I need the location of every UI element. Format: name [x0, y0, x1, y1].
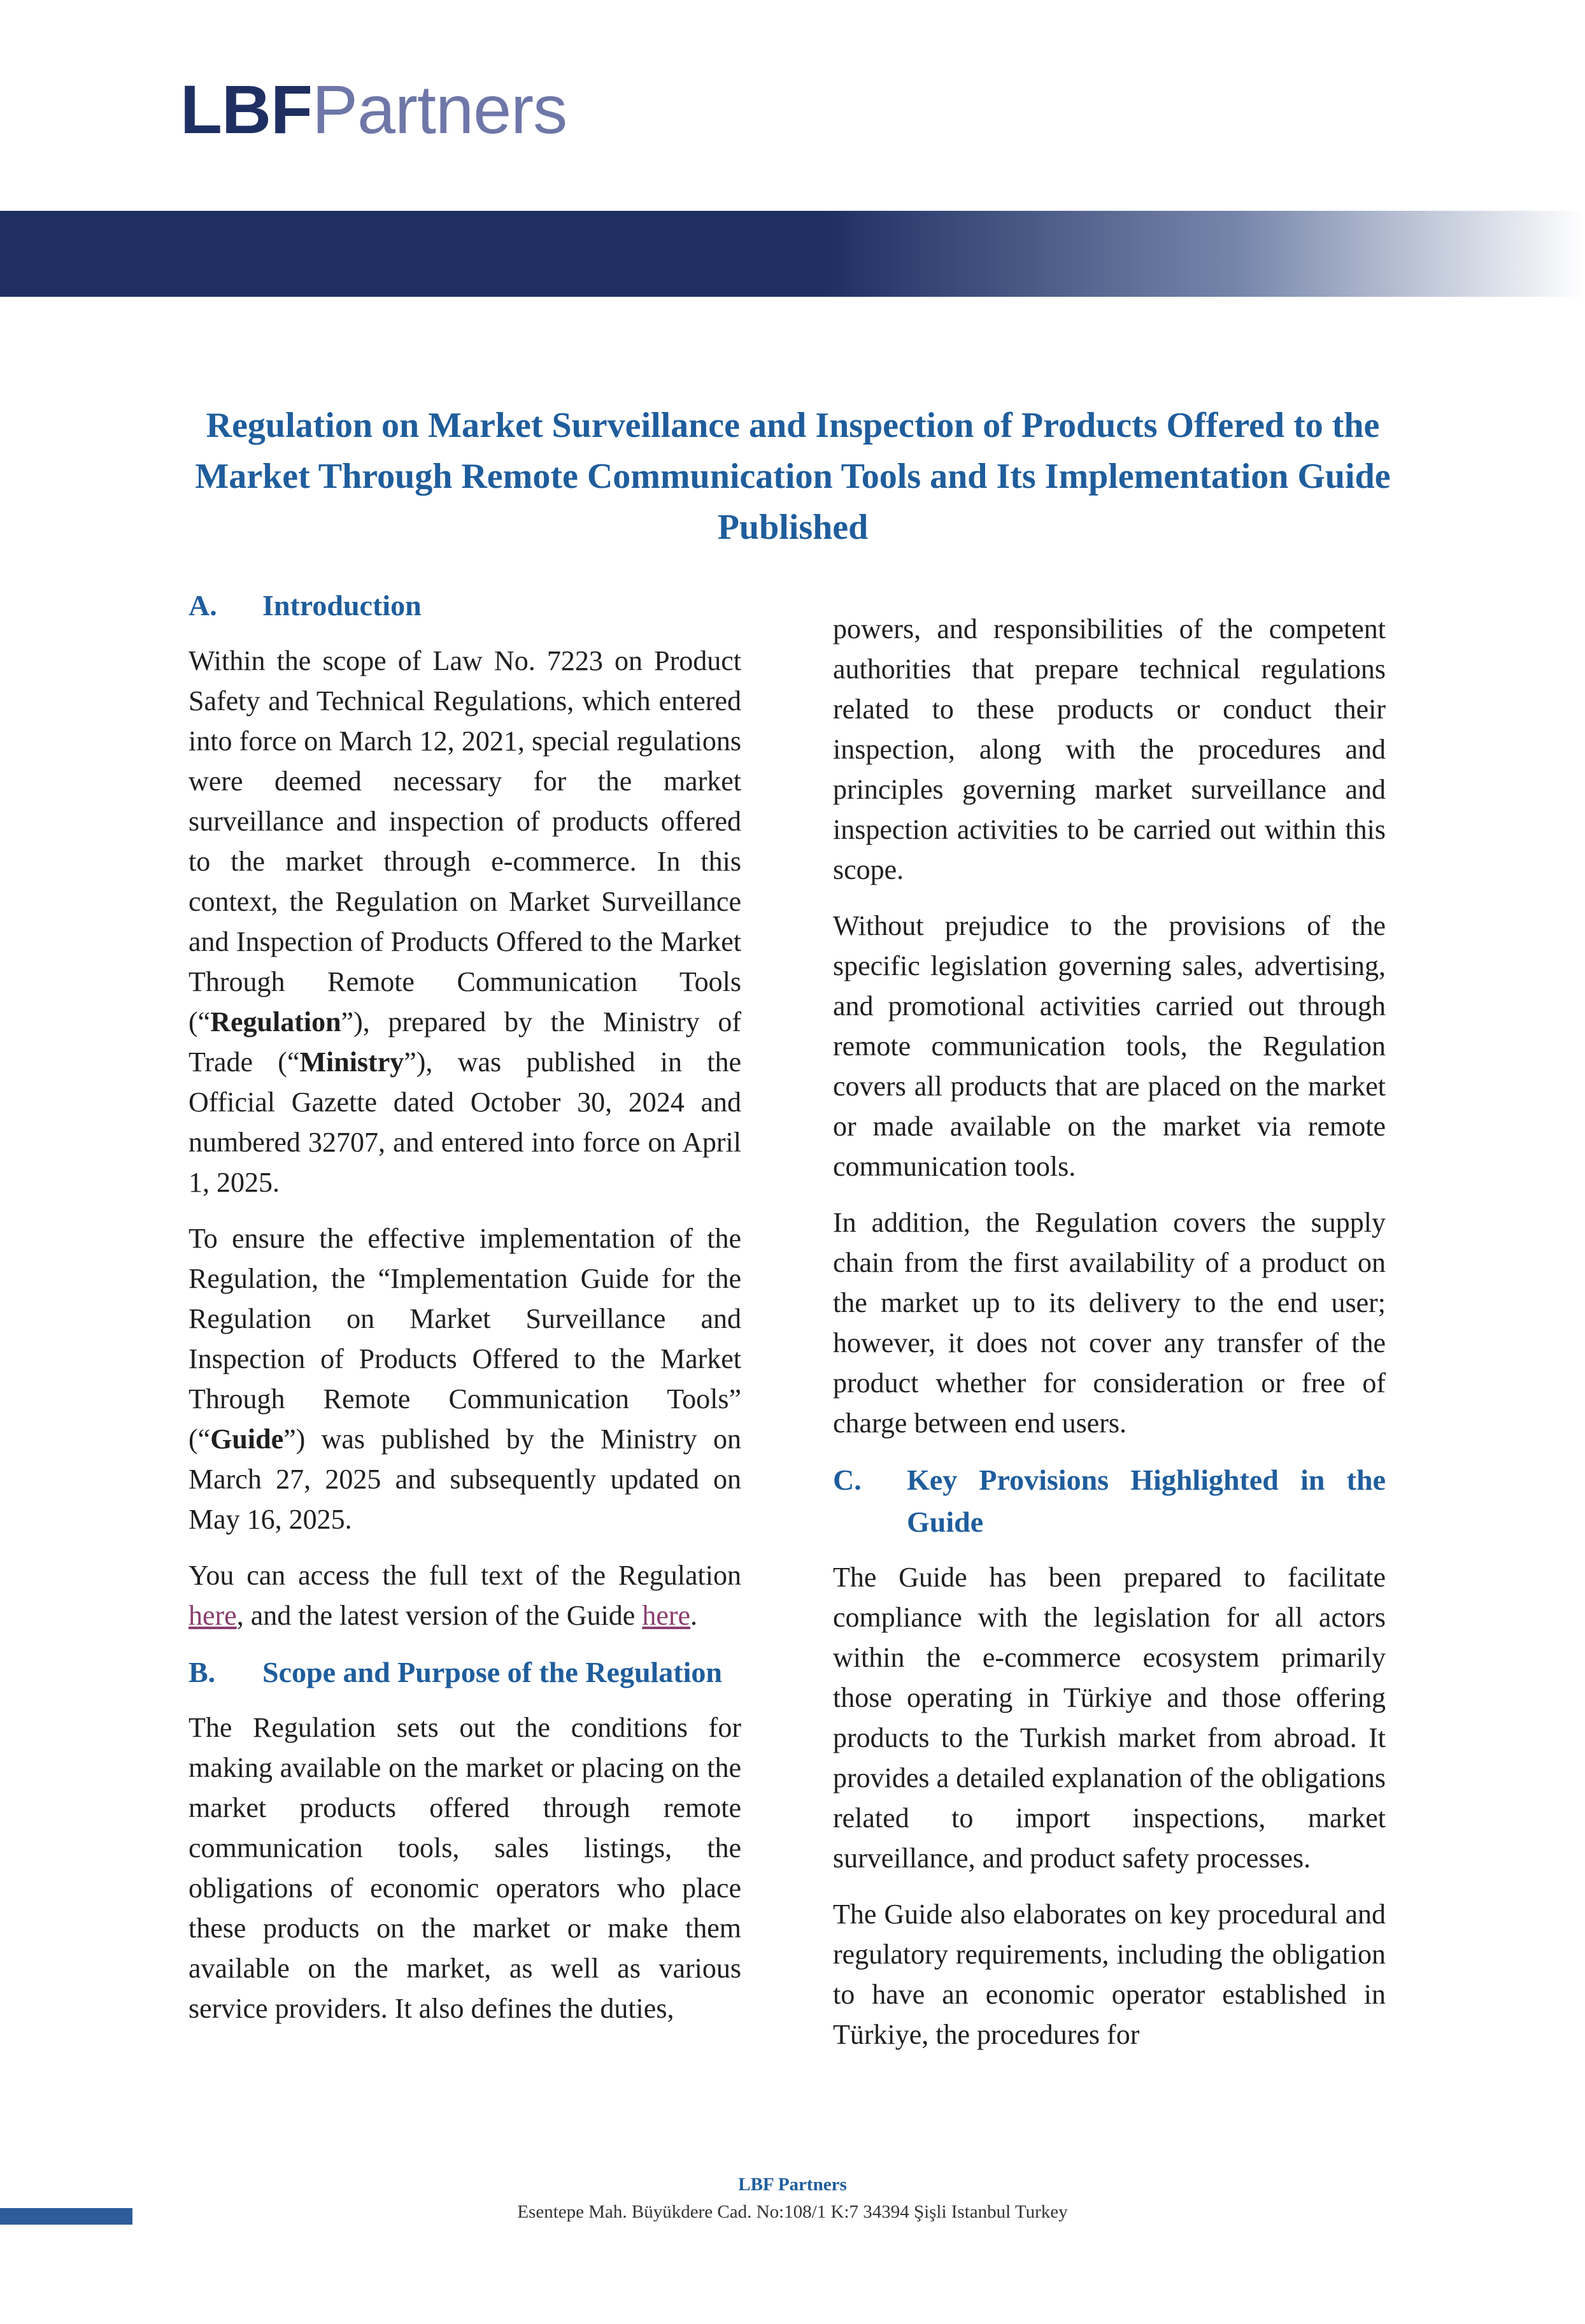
section-a-paragraph-3 — [188, 1555, 741, 1636]
regulation-link[interactable]: here — [188, 1600, 237, 1631]
section-c-heading — [833, 1459, 1386, 1543]
logo-light-text: Partners — [311, 71, 567, 148]
footer-address: Esentepe Mah. Büyükdere Cad. No:108/1 K:7 34394 Şişli Istanbul Turkey — [517, 2202, 1068, 2222]
document-title: Regulation on Market Surveillance and Inspection of Products Offered to the Market Through Remote Communication Tools and Its Implementation Guide Published — [195, 406, 1391, 547]
defined-term-guide: Guide — [210, 1423, 284, 1455]
section-a-heading — [188, 585, 741, 627]
section-a-letter: A. — [188, 589, 217, 622]
section-b-heading — [188, 1651, 741, 1693]
guide-link[interactable]: here — [642, 1600, 691, 1631]
section-a-paragraph-2 — [188, 1218, 741, 1539]
text-run: ”), prepared by the Ministry of Trade (“ — [188, 1006, 741, 1078]
text-run: ”) was published by the Ministry on March 27, 2025 and subsequently updated on May 16, 2025. — [188, 1423, 741, 1535]
section-c-paragraph-2: The Guide also elaborates on key procedural and regulatory requirements, including the obligation to have an economic operator established in Türkiye, the procedures for — [833, 1899, 1386, 2050]
section-b-letter: B. — [188, 1656, 216, 1688]
left-column — [188, 585, 741, 2028]
section-a-paragraph-1 — [188, 641, 741, 1202]
section-c-title: Key Provisions Highlighted in the Guide — [907, 1464, 1386, 1538]
section-b-paragraph-3: In addition, the Regulation covers the supply chain from the first availability of a product on the market up to its delivery to the end user; however, it does not cover any transfer of the product whether for consideration or free of charge between end users. — [833, 1207, 1386, 1439]
section-b-paragraph-2: Without prejudice to the provisions of the specific legislation governing sales, advertising, and promotional activities carried out through remote communication tools, the Regulation covers all products that are placed on the market or made available on the market via remote communication tools. — [833, 910, 1386, 1182]
text-run: , and the latest version of the Guide — [236, 1600, 643, 1631]
text-run: You can access the full text of the Regulation — [188, 1560, 741, 1591]
section-b-paragraph-1-continued: powers, and responsibilities of the competent authorities that prepare technical regulations related to these products or conduct their inspection, along with the procedures and principles governing market surveillance and inspection activities to be carried out within this scope. — [833, 613, 1386, 885]
section-b-title: Scope and Purpose of the Regulation — [262, 1656, 722, 1688]
section-c-paragraph-1: The Guide has been prepared to facilitate compliance with the legislation for all actors within the e-commerce ecosystem primarily those operating in Türkiye and those offering products to the Turkish market from abroad. It provides a detailed explanation of the obligations related to import inspections, market surveillance, and product safety processes. — [833, 1562, 1386, 1874]
section-b-paragraph-1: The Regulation sets out the conditions for making available on the market or placing on the market products offered through remote communication tools, sales listings, the obligations of economic operators who place these products on the market or make them available on the market, as well as various service providers. It also defines the duties, — [188, 1712, 741, 2024]
section-a-title: Introduction — [262, 589, 422, 622]
text-run: Within the scope of Law No. 7223 on Product Safety and Technical Regulations, which entered into force on March 12, 2021, special regulations were deemed necessary for the market surveillance and inspection of products offered to the market through e-commerce. In this context, the Regulation on Market Surveillance and Inspection of Products Offered to the Market Through Remote Communication Tools (“ — [188, 645, 741, 1037]
right-column — [833, 609, 1386, 2071]
text-run: To ensure the effective implementation of the Regulation, the “Implementation Guide for the Regulation on Market Surveillance and Inspection of Products Offered to the Market Through Remote Communication Tools” (“ — [188, 1223, 741, 1455]
text-run: . — [690, 1600, 698, 1631]
section-c-letter: C. — [833, 1464, 862, 1496]
company-logo — [180, 71, 567, 148]
defined-term-regulation: Regulation — [210, 1006, 341, 1037]
logo-bold-text: LBF — [180, 71, 312, 148]
footer-company-name: LBF Partners — [738, 2174, 847, 2195]
defined-term-ministry: Ministry — [299, 1046, 404, 1078]
text-run: ”), was published in the Official Gazette dated October 30, 2024 and numbered 32707, and entered into force on April 1, 2025. — [188, 1046, 741, 1198]
header-banner — [0, 211, 1585, 297]
